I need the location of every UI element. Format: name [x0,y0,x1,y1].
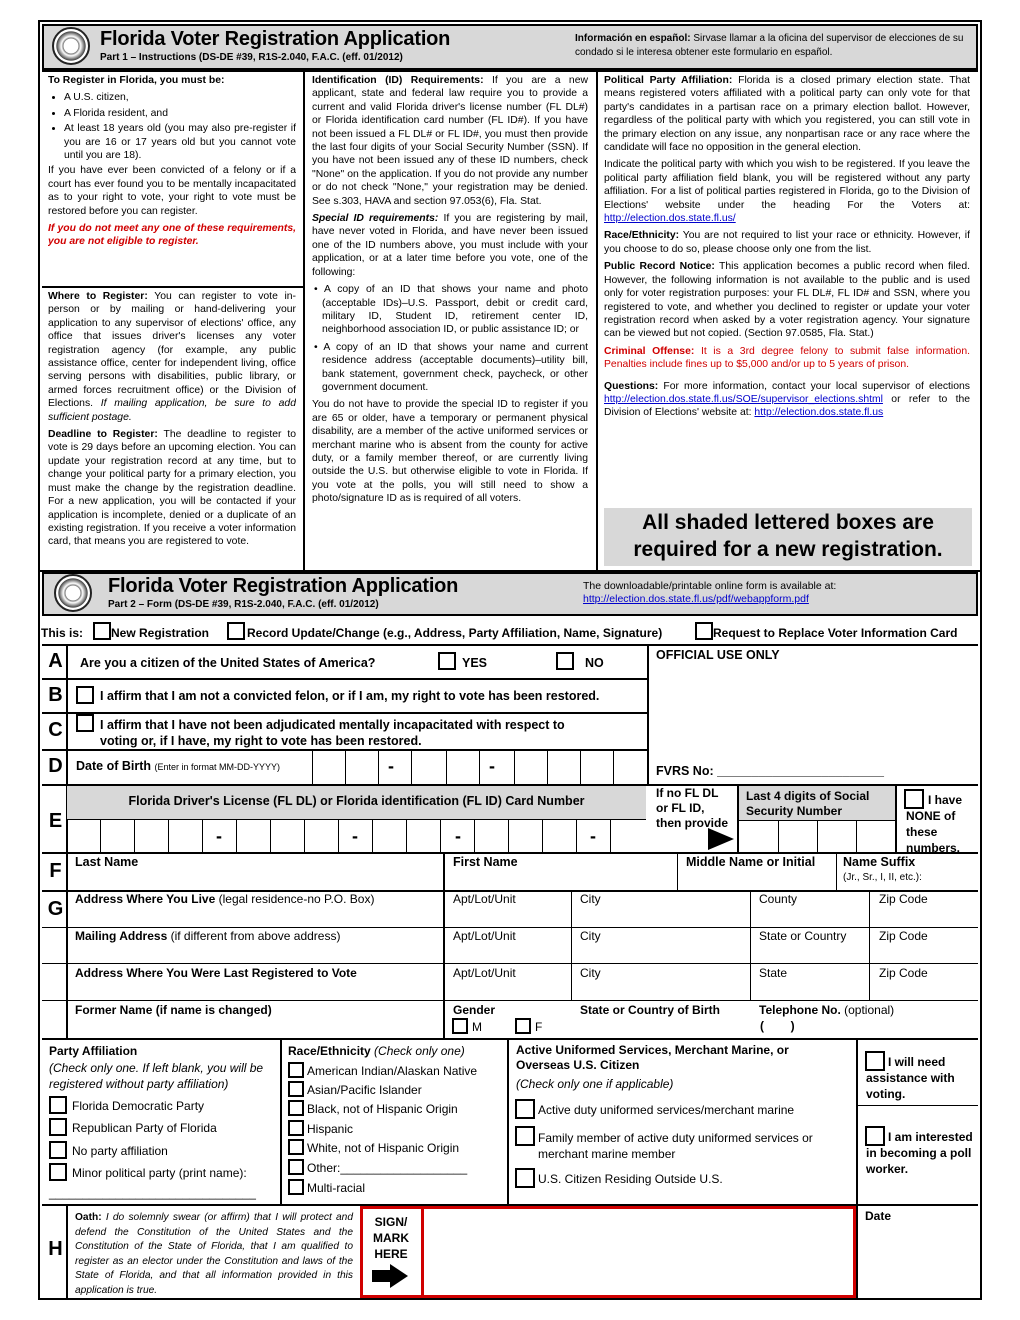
section-letter-b: B [48,684,63,706]
race-option: Multi-racial [307,1181,366,1195]
spanish-info [575,32,975,60]
req-item: • A U.S. citizen, [64,91,296,104]
oath-heading: Oath: [75,1212,102,1223]
florida-seal-icon [54,574,92,612]
middle-name-label: Middle Name or Initial [686,855,816,869]
dl-dash: - [352,826,358,846]
col1-top [48,74,296,284]
id-bullet-2: • A copy of an ID that shows your name and current residence address (acceptable documents)–utility bill, bank statement, government check, paycheck, or other government document. [314,341,588,393]
arrow-right-icon [708,828,734,850]
party-text-2: Indicate the political party with which you wish to be registered. If you leave the political party affiliation field blank, you will be registered without any party affiliation. For a list of political parties registered in Florida, go to the Division of Elections' website under the heading For the Voters at: [604,159,970,211]
requirements-list [64,91,296,162]
poll-worker-label: I am interested in becoming a poll worker. [866,1130,973,1176]
date-label: Date [865,1209,892,1223]
official-use-label: OFFICIAL USE ONLY [656,648,780,662]
incapacitated-text-2: voting or, if I have, my right to vote has been restored. [100,734,422,748]
race-text: You are not required to list your race or ethnicity. However, if you choose to do so, please choose only one from the list. [604,230,970,255]
gender-label: Gender [453,1003,496,1017]
col2 [312,74,588,566]
race-checkbox[interactable] [288,1062,304,1078]
zip-label: Zip Code [879,966,928,980]
apt-label: Apt/Lot/Unit [453,929,516,943]
citizen-yes-label: YES [462,656,488,670]
family-member-checkbox[interactable] [515,1126,535,1146]
minor-party-line[interactable]: _______________________________ [49,1186,256,1200]
requirements-heading: To Register in Florida, you must be: [48,75,225,86]
section-letter-h: H [48,1238,63,1260]
party-text: Florida is a closed primary election state. That means registered voters affiliated with a political party can only vote for that party's candidates in a partisan race on a primary election ballot. However, regardless of the political party with which you registered, you can still vote in the primary election on any issue, any nonpartisan race or any race where the candidate will face no opposition in the general election. [604,75,970,154]
none-numbers-label: I have NONE of these numbers. [906,793,963,855]
birth-place-label: State or Country of Birth [580,1003,720,1017]
deadline-heading: Deadline to Register: [48,429,158,441]
not-eligible-warning: If you do not meet any one of these requirements, you are not eligible to register. [48,223,296,248]
fvrs-label: FVRS No: ________________________ [656,764,884,778]
section-letter-c: C [48,719,63,741]
section-letter-e: E [48,810,63,832]
zip-label: Zip Code [879,892,928,906]
overseas-checkbox[interactable] [515,1168,535,1188]
incapacitated-text-1: I affirm that I have not been adjudicated mentally incapacitated with respect to [100,718,565,732]
active-duty-label: Active duty uniformed services/merchant marine [538,1103,795,1117]
first-name-label: First Name [453,855,518,869]
part2-title: Florida Voter Registration Application [108,575,459,597]
republican-checkbox[interactable] [49,1118,67,1136]
part1-title: Florida Voter Registration Application [100,28,451,50]
part1-subtitle: Part 1 – Instructions (DS-DE #39, R1S-2.040, F.A.C. (eff. 01/2012) [100,52,403,63]
last-registered-label: Address Where You Were Last Registered to Vote [75,966,357,980]
race-checkbox[interactable] [288,1120,304,1136]
party-link[interactable]: http://election.dos.state.fl.us/ [604,213,736,225]
gender-f-checkbox[interactable] [515,1018,531,1034]
republican-label: Republican Party of Florida [72,1121,217,1135]
gender-m-checkbox[interactable] [452,1018,468,1034]
race-heading: Race/Ethnicity (Check only one) [288,1044,465,1058]
questions-text-2: or refer to the Division of Elections' website at: [604,393,970,419]
record-update-checkbox[interactable] [227,622,245,640]
incapacitated-affirm-checkbox[interactable] [76,714,94,732]
new-registration-checkbox[interactable] [93,622,111,640]
part2-subtitle: Part 2 – Form (DS-DE #39, R1S-2.040, F.A.C. (eff. 01/2012) [108,599,379,610]
no-party-checkbox[interactable] [49,1141,67,1159]
arrow-head [390,1264,408,1288]
questions-heading: Questions: [604,380,659,392]
party-heading: Party Affiliation [49,1044,138,1058]
this-is-label: This is: [41,626,84,640]
race-checkbox[interactable] [288,1139,304,1155]
race-option: Other:___________________ [307,1161,468,1175]
state-country-label: State or Country [759,929,847,943]
felony-text: If you have ever been convicted of a felony or if a court has ever found you to be mentally incapacitated as to your right to vote, your right to vote must be restored before you can register. [48,165,296,217]
suffix-hint: (Jr., Sr., I, II, etc.): [843,872,922,883]
download-text: The downloadable/printable online form is available at: [583,580,837,592]
dl-label: Florida Driver's License (FL DL) or Florida identification (FL ID) Card Number [128,794,585,808]
last-name-label: Last Name [75,855,139,869]
dob-dash: - [388,756,394,776]
shaded-note: All shaded lettered boxes are required for a new registration. [633,511,943,561]
party-heading: Political Party Affiliation: [604,75,733,86]
county-label: County [759,892,798,906]
spanish-label: Información en español: [575,33,691,44]
supervisor-link[interactable]: http://election.dos.state.fl.us/SOE/supervisor_elections.shtml [604,393,883,405]
race-checkbox[interactable] [288,1081,304,1097]
criminal-text: It is a 3rd degree felony to submit false information. Penalties include fines up to $5,000 and/or up to 5 years of prison. [604,345,970,371]
assistance-label: I will need assistance with voting. [866,1055,955,1101]
phone-area-code: ( ) [760,1019,795,1033]
dl-dash: - [590,826,596,846]
felon-affirm-checkbox[interactable] [76,686,94,704]
where-heading: Where to Register: [48,291,148,302]
race-option: Black, not of Hispanic Origin [307,1102,458,1116]
address-live-label: Address Where You Live (legal residence-no P.O. Box) [75,892,375,906]
req-item: • At least 18 years old (you may also pre-register if you are 16 or 17 years old but you cannot vote until you are 18). [64,122,296,162]
state-label: State [759,966,788,980]
gender-f-label: F [535,1020,543,1034]
race-checkbox[interactable] [288,1179,304,1195]
dob-label: Date of Birth (Enter in format MM-DD-YYYY) [76,759,281,773]
no-party-label: No party affiliation [72,1144,168,1158]
where-italic: If mailing application, be sure to add sufficient postage. [48,398,296,423]
sign-here-label: SIGN/ MARK HERE [373,1215,409,1261]
city-label: City [580,929,601,943]
race-option: Hispanic [307,1122,354,1136]
new-registration-label: New Registration [111,626,210,640]
citizen-no-checkbox[interactable] [556,652,574,670]
public-record-heading: Public Record Notice: [604,261,715,273]
id-heading: Identification (ID) Requirements: [312,75,484,86]
phone-label: Telephone No. (optional) [759,1003,895,1017]
mailing-address-label: Mailing Address (if different from above address) [75,929,341,943]
minor-party-checkbox[interactable] [49,1163,67,1181]
special-id-heading: Special ID requirements: [312,213,439,225]
col3 [604,74,970,504]
apt-label: Apt/Lot/Unit [453,892,516,906]
req-item: • A Florida resident, and [64,107,296,120]
section-letter-f: F [49,860,62,882]
zip-label: Zip Code [879,929,928,943]
active-duty-checkbox[interactable] [515,1099,535,1119]
replace-card-checkbox[interactable] [695,622,713,640]
race-heading: Race/Ethnicity: [604,230,680,242]
section-letter-g: G [47,898,64,920]
city-label: City [580,892,601,906]
col1-bottom [48,290,296,566]
party-hint: (Check only one. If left blank, you will be registered without party affiliation) [49,1061,264,1091]
overseas-label: U.S. Citizen Residing Outside U.S. [538,1172,723,1186]
dl-dash: - [216,826,222,846]
race-option: American Indian/Alaskan Native [307,1064,478,1078]
race-checkbox[interactable] [288,1100,304,1116]
signature-box[interactable] [360,1206,856,1298]
section-letter-a: A [48,650,63,672]
citizen-question: Are you a citizen of the United States of America? [80,656,376,670]
dl-dash: - [455,826,461,846]
race-option: White, not of Hispanic Origin [307,1141,460,1155]
questions-text: For more information, contact your local supervisor of elections [663,380,970,392]
deadline-text: The deadline to register to vote is 29 days before an upcoming election. You can update your registration record at any time, but to change your political party for a primary election, you must make the change by the registration deadline. For a new application, you will be contacted if your application is incomplete, denied or a duplicate of an existing registration. If you receive a voter information card, that means you are registered to vote. [48,429,296,548]
arrow-right-icon [372,1270,392,1282]
democratic-checkbox[interactable] [49,1096,67,1114]
dob-hint: (Enter in format MM-DD-YYYY) [154,762,281,772]
felon-affirm-text: I affirm that I am not a convicted felon, or if I am, my right to vote has been restored. [100,689,600,703]
public-record-text: This application becomes a public record when filed. However, the following information is not available to the public and is used only for voter registration purposes: your FL DL#, FL ID# and SSN, where you registered to vote, and whether you declined to register or update your voter registration record when asked by a voter registration agency. Your signature can be viewed but not copied. (Section 97.0585, Fla. Stat.) [604,261,970,340]
citizen-yes-checkbox[interactable] [438,652,456,670]
no-special-id-text: You do not have to provide the special ID to register if you are 65 or older, have a temporary or permanent physical disability, are a member of the active uniformed services or merchant marine who is absent from the county for active duty, or a family member thereof, or are currently living outside the U.S. but otherwise eligible to vote in Florida. If you vote at the polls, you will still need to show a photo/signature ID as is required of all voters. [312,399,588,505]
division-link[interactable]: http://election.dos.state.fl.us [754,407,884,419]
minor-party-label: Minor political party (print name): [72,1166,247,1180]
uniform-heading: Active Uniformed Services, Merchant Marine, or Overseas U.S. Citizen [516,1043,789,1072]
record-update-label: Record Update/Change (e.g., Address, Party Affiliation, Name, Signature) [247,626,663,640]
citizen-no-label: NO [585,656,604,670]
former-name-label: Former Name (if name is changed) [75,1003,272,1017]
criminal-heading: Criminal Offense: [604,345,695,357]
special-id-text: If you are registering by mail, have never voted in Florida, and have never been issued one of the ID numbers above, you must include with your application, or at a later time before you vote, one of the following: [312,213,588,278]
suffix-label: Name Suffix [843,855,916,869]
section-letter-d: D [48,755,63,777]
dob-dash: - [489,756,495,776]
download-link[interactable]: http://election.dos.state.fl.us/pdf/webappform.pdf [583,593,809,605]
gender-m-label: M [472,1020,482,1034]
oath-text: Oath: I do solemnly swear (or affirm) that I will protect and defend the Constitution of the United States and the Constitution of the State of Florida, that I am qualified to register as an elector under the Constitution and laws of the State of Florida, and that all information provided in this application is true. [75,1212,353,1296]
family-member-label: Family member of active duty uniformed services or merchant marine member [538,1131,813,1161]
spanish-text: Sirvase llamar a la oficina del supervisor de elecciones de su condado si le interesa obtener este formulario en español. [575,33,964,58]
id-bullet-1: • A copy of an ID that shows your name and photo (acceptable IDs)–U.S. Passport, debit or credit card, military ID, Student ID, retirement center ID, neighborhood association ID, or public assistance ID; or [314,284,588,336]
where-text: You can register to vote in-person or by mailing or hand-delivering your application to any supervisor of elections' office, any office that issues driver's licenses any voter registration agency (for example, any public assistance office, center for independent living, office serving persons with disabilities, public library, or armed forces recruitment office) or the Division of Elections. [48,291,296,410]
democratic-label: Florida Democratic Party [72,1099,205,1113]
race-checkbox[interactable] [288,1159,304,1175]
replace-card-label: Request to Replace Voter Information Card [713,626,958,640]
no-dl-instruction: If no FL DL or FL ID, then provide [656,786,729,830]
city-label: City [580,966,601,980]
id-text: If you are a new applicant, state and federal law require you to provide a current and valid Florida driver's license number (FL DL#) or Florida identification card number (FL ID#). If you have not been issued a FL DL# or FL ID#, you must then provide the last four digits of your Social Security Number (SSN). If you have not been issued any of these ID numbers, check "None" on the application. If you do not provide any number or do not check "None," your registration may be denied. See s.303, HAVA and section 97.053(6), Fla. Stat. [312,75,588,207]
apt-label: Apt/Lot/Unit [453,966,516,980]
race-option: Asian/Pacific Islander [307,1083,422,1097]
florida-seal-icon [52,27,90,65]
ssn-label: Last 4 digits of Social Security Number [746,789,870,818]
uniform-hint: (Check only one if applicable) [516,1077,674,1091]
